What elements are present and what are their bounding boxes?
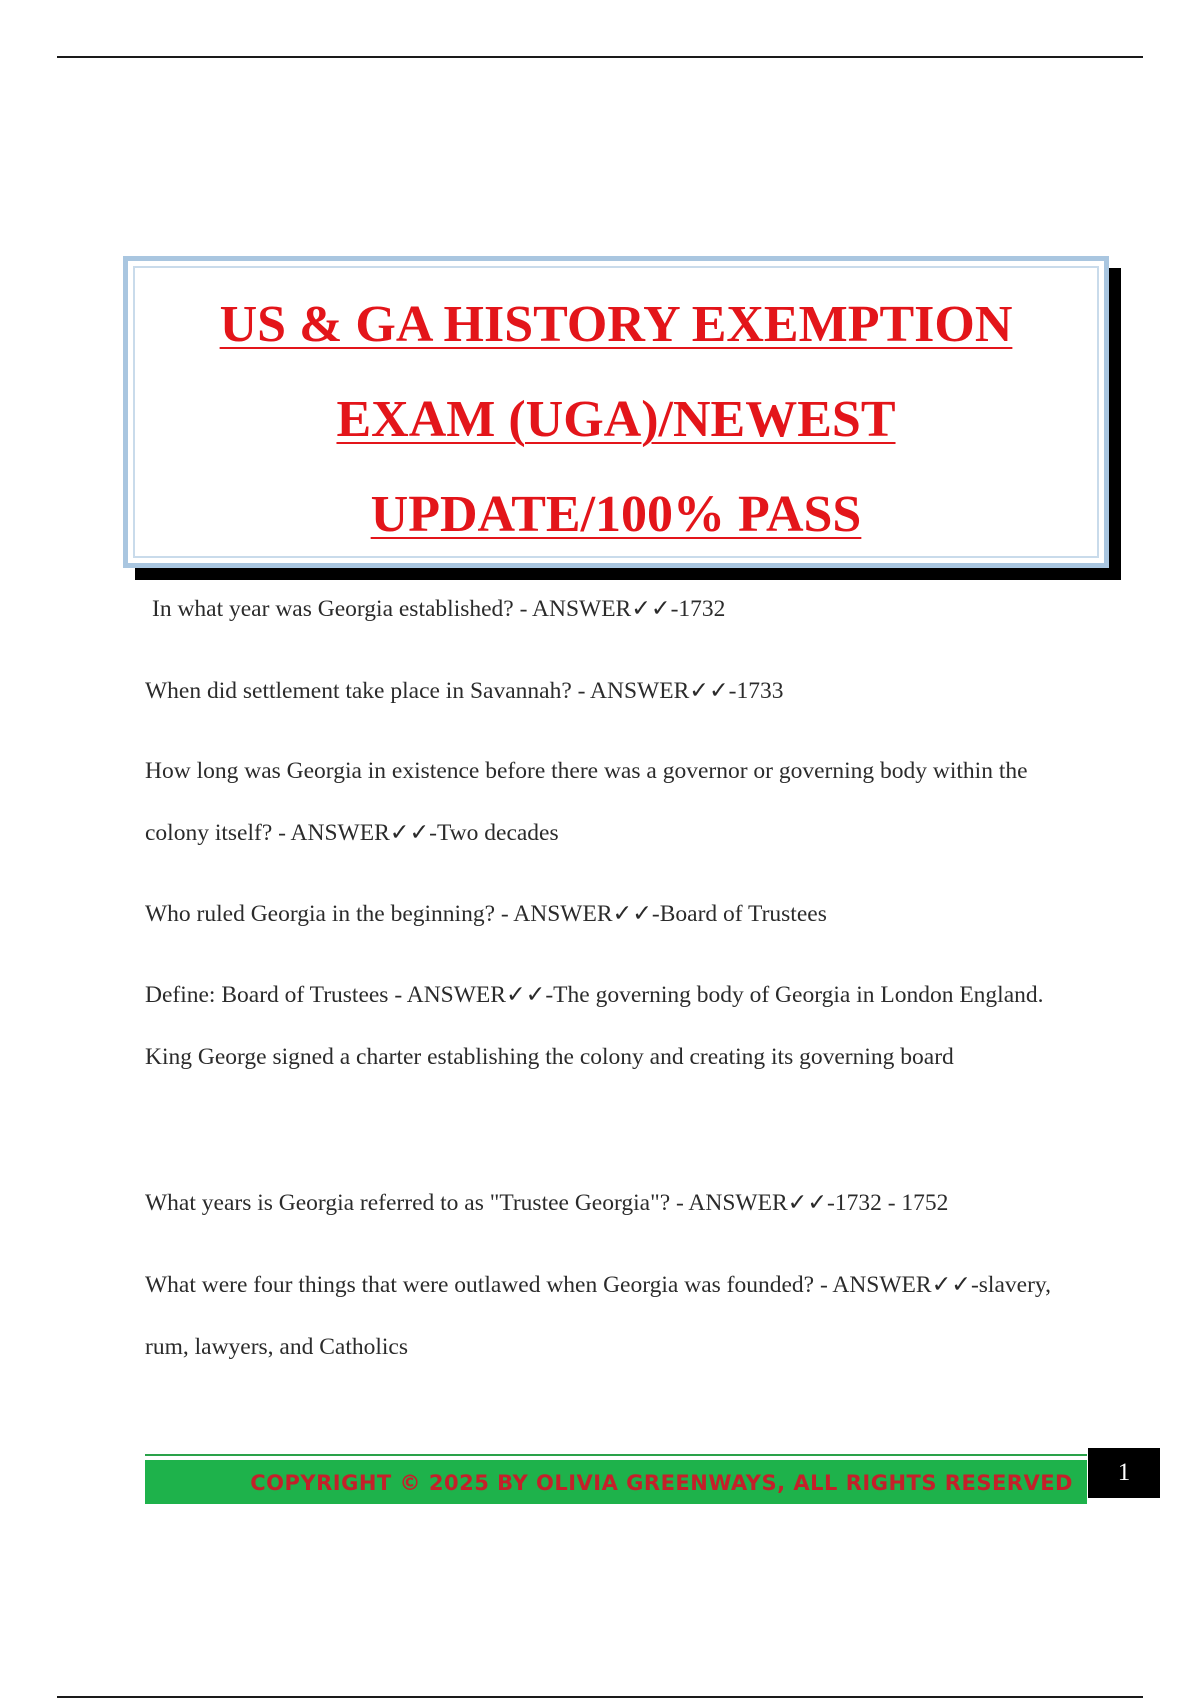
title-line-1: US & GA HISTORY EXEMPTION bbox=[219, 296, 1013, 353]
document-title bbox=[128, 277, 1104, 562]
top-rule bbox=[57, 56, 1143, 58]
footer-bar bbox=[145, 1460, 1087, 1504]
copyright-text: COPYRIGHT © 2025 BY OLIVIA GREENWAYS, ALL RIGHTS RESERVED bbox=[250, 1471, 1073, 1495]
page-number: 1 bbox=[1088, 1448, 1160, 1498]
qa-item-3: How long was Georgia in existence before there was a governor or governing body within the colony itself? - ANSWER✓✓-Two decades bbox=[145, 758, 1028, 846]
title-line-3: UPDATE/100% PASS bbox=[370, 486, 862, 543]
qa-item-5: Define: Board of Trustees - ANSWER✓✓-The governing body of Georgia in London England. King George signed a charter establishing the colony and creating its governing board bbox=[145, 982, 1044, 1070]
title-box bbox=[123, 256, 1109, 568]
title-line-2: EXAM (UGA)/NEWEST bbox=[336, 391, 896, 448]
qa-item-2: When did settlement take place in Savannah? - ANSWER✓✓-1733 bbox=[145, 678, 784, 704]
qa-item-6: What years is Georgia referred to as "Trustee Georgia"? - ANSWER✓✓-1732 - 1752 bbox=[145, 1190, 949, 1216]
footer-rule bbox=[145, 1454, 1087, 1456]
qa-item-1: In what year was Georgia established? - ANSWER✓✓-1732 bbox=[152, 596, 726, 622]
qa-item-4: Who ruled Georgia in the beginning? - ANSWER✓✓-Board of Trustees bbox=[145, 901, 827, 927]
bottom-rule bbox=[57, 1696, 1143, 1698]
qa-item-7: What were four things that were outlawed when Georgia was founded? - ANSWER✓✓-slavery, rum, lawyers, and Catholics bbox=[145, 1272, 1052, 1360]
